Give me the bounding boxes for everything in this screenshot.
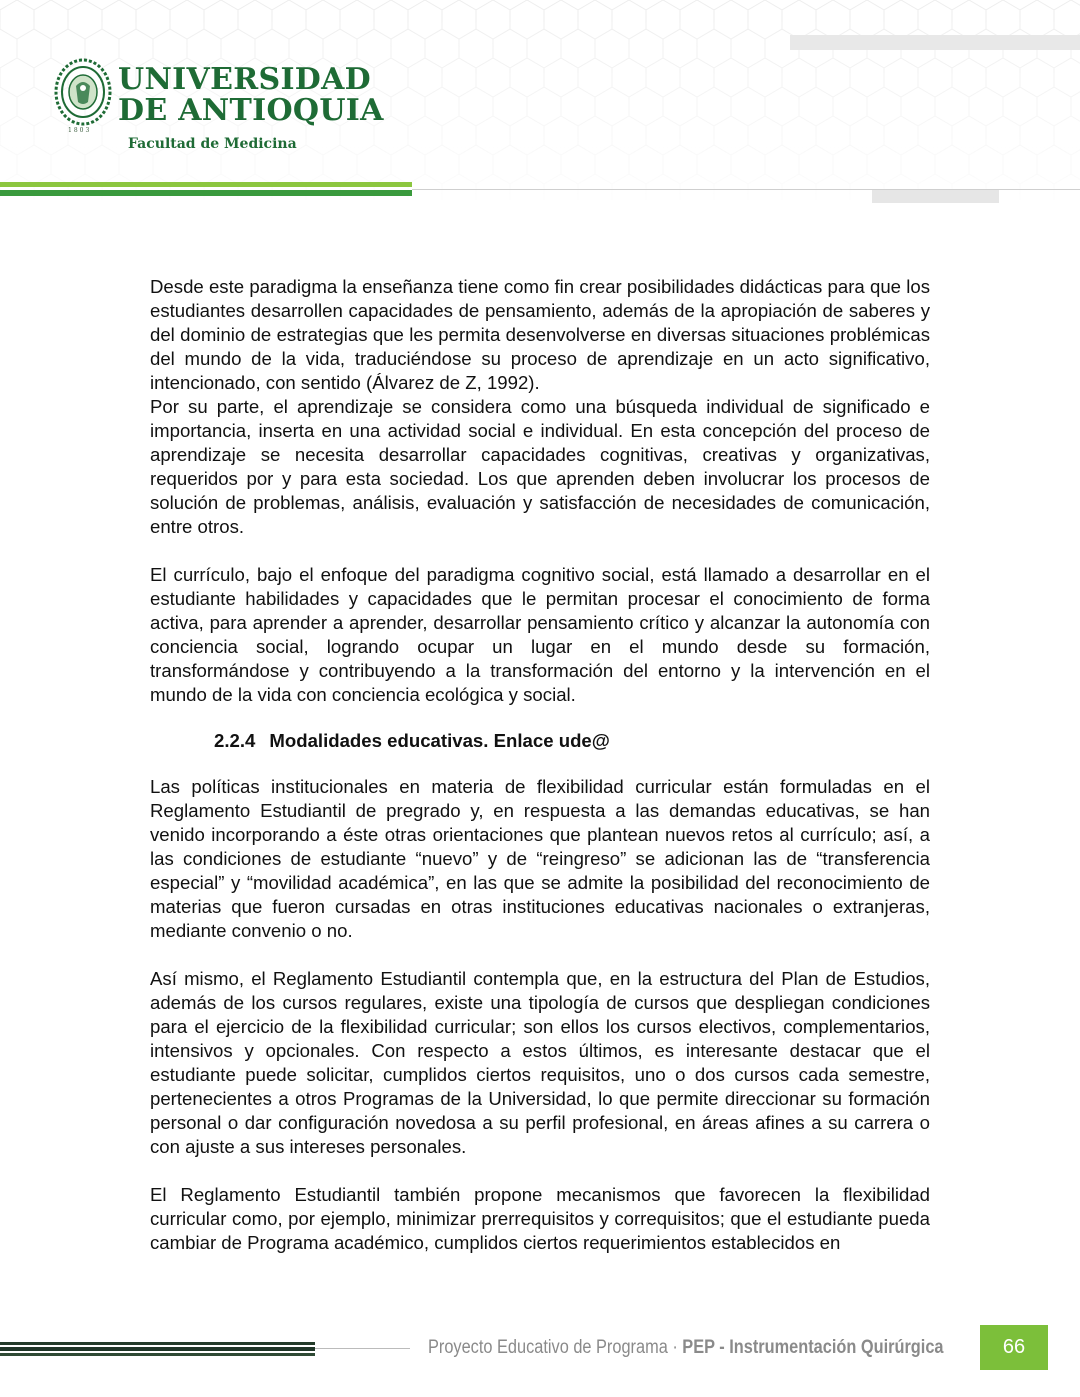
page-number: 66 [980,1325,1048,1370]
university-seal-icon [52,58,114,130]
university-name-line2: DE ANTIOQUIA [118,93,384,128]
header-rule-dark [0,190,412,196]
header-rule-light [0,182,412,187]
footer-rule [0,1342,315,1345]
footer-title [428,1337,944,1359]
footer-rule [0,1353,315,1356]
footer-title-plain: Proyecto Educativo de Programa · [428,1337,683,1358]
university-name [118,64,384,126]
document-body [150,275,930,1255]
paragraph: Las políticas institucionales en materia de flexibilidad curricular están formuladas en el Reglamento Estudiantil de pregrado y, en respuesta a las demandas educativas, se han venido incorporando a éste otras orientaciones que plantean nuevos retos al currículo; así, a las condiciones de estudiante “nuevo” y de “reingreso” se adicionan las de “transferencia especial” y “movilidad académica”, en las que se admite la posibilidad del reconocimiento de materias que fueron cursadas en otras instituciones educativas nacionales o extranjeras, mediante convenio o no. [150,776,930,941]
paragraph: Por su parte, el aprendizaje se considera como una búsqueda individual de significado e importancia, inserta en una actividad social e individual. En esta concepción del proceso de aprendizaje se necesita desarrollar capacidades cognitivas, creativas y organizativas, requeridos por y para esta sociedad. Los que aprenden deben involucrar los procesos de solución de problemas, análisis, evaluación y satisfacción de necesidades de comunicación, entre otros. [150,396,930,537]
section-title: Modalidades educativas. Enlace ude@ [269,730,610,751]
section-number: 2.2.4 [214,730,256,751]
paragraph: El Reglamento Estudiantil también propone mecanismos que favorecen la flexibilidad curricular como, por ejemplo, minimizar prerrequisitos y correquisitos; que el estudiante pueda cambiar de Programa académico, cumplidos ciertos requerimientos establecidos en [150,1184,930,1253]
header-gray-bar [790,35,1080,50]
header-gray-block [872,190,999,203]
section-heading [214,729,930,753]
paragraph: El currículo, bajo el enfoque del paradigma cognitivo social, está llamado a desarrollar en el estudiante habilidades y capacidades que le permitan procesar el conocimiento de forma activa, para aprender a aprender, desarrollar pensamiento crítico y alcanzar la autonomía con conciencia social, logrando ocupar un lugar en el mundo desde su formación, transformándose y contribuyendo a la transformación del entorno y la intervención en el mundo de la vida con conciencia ecológica y social. [150,564,930,705]
footer-rule-gray [315,1348,410,1349]
faculty-name: Facultad de Medicina [128,136,297,152]
footer-title-bold: PEP - Instrumentación Quirúrgica [682,1337,944,1358]
paragraph: Así mismo, el Reglamento Estudiantil contempla que, en la estructura del Plan de Estudios, además de los cursos regulares, existe una tipología de cursos que despliegan condiciones para el ejercicio de la flexibilidad curricular; son ellos los cursos electivos, complementarios, intensivos y opcionales. Con respecto a estos últimos, es interesante destacar que el estudiante puede solicitar, cumplidos ciertos requisitos, uno o dos cursos cada semestre, pertenecientes a otros Programas de la Universidad, lo que permite direccionar su formación personal o dar configuración novedosa a su perfil profesional, en áreas afines a su carrera o con ajuste a sus intereses personales. [150,968,930,1157]
paragraph: Desde este paradigma la enseñanza tiene como fin crear posibilidades didácticas para que los estudiantes desarrollen capacidades de pensamiento, además de la apropiación de saberes y del dominio de estrategias que les permita desenvolverse en diversas situaciones problémicas del mundo de la vida, traduciéndose su proceso de aprendizaje en un acto significativo, intencionado, con sentido (Álvarez de Z, 1992). [150,276,930,393]
footer-rule [0,1347,315,1351]
founded-year: 1803 [68,127,92,134]
university-name-line1: UNIVERSIDAD [118,62,371,97]
